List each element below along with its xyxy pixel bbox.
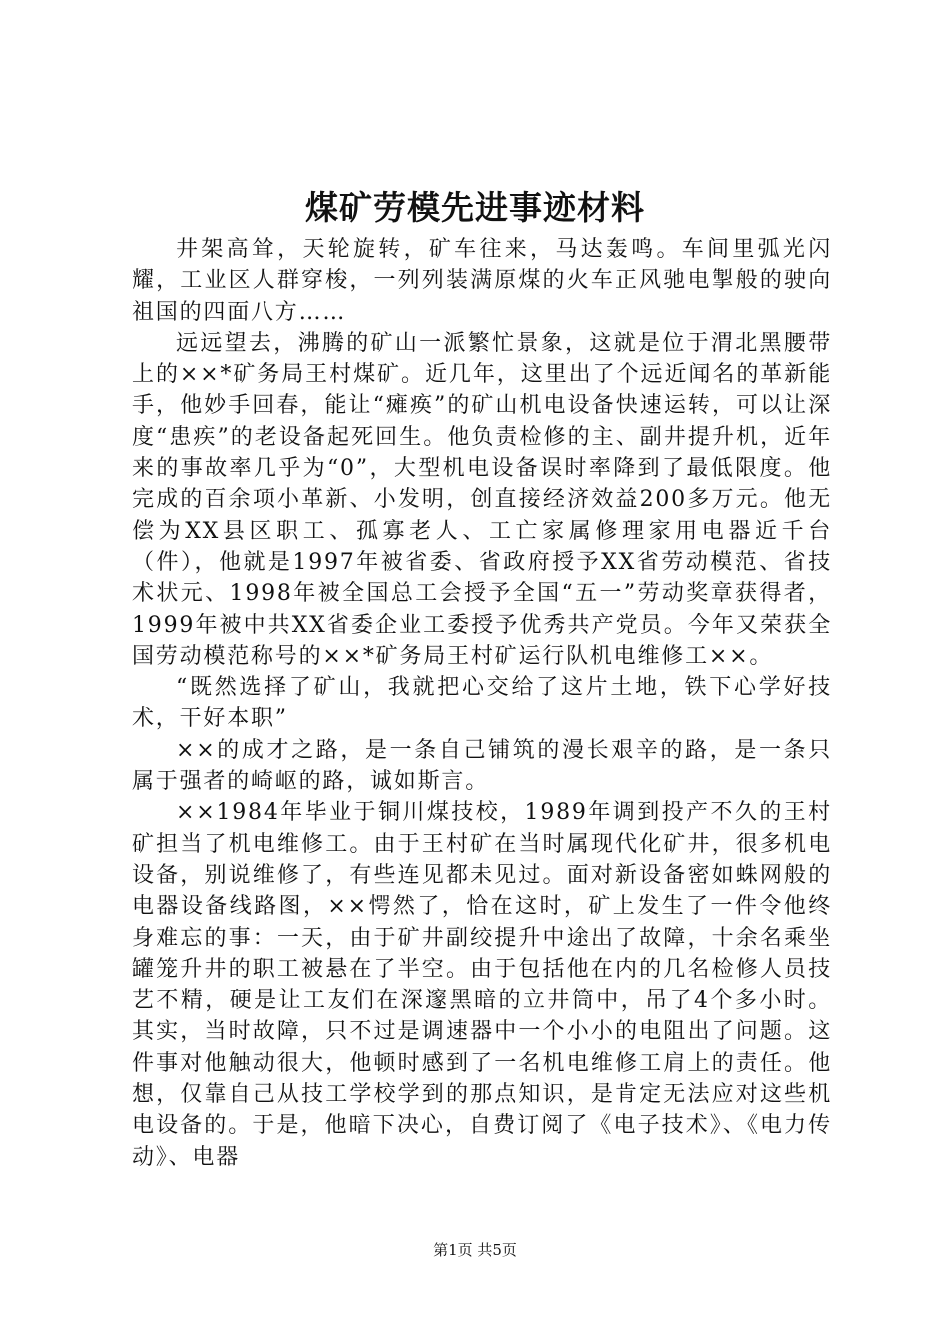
paragraph: ××1984年毕业于铜川煤技校，1989年调到投产不久的王村矿担当了机电维修工。由于王村矿在当时属现代化矿井，很多机电设备，别说维修了，有些连见都未见过。面对新设备密如蛛网般的电器设备线路图，××愕然了，恰在这时，矿上发生了一件令他终身难忘的事：一天，由于矿井副绞提升中途出了故障，十余名乘坐罐笼升井的职工被悬在了半空。由于包括他在内的几名检修人员技艺不精，硬是让工友们在深邃黑暗的立井筒中，吊了4个多小时。其实，当时故障，只不过是调速器中一个小小的电阻出了问题。这件事对他触动很大，他顿时感到了一名机电维修工肩上的责任。他想，仅靠自己从技工学校学到的那点知识，是肯定无法应对这些机电设备的。于是，他暗下决心，自费订阅了《电子技术》、《电力传动》、电器 bbox=[132, 800, 832, 1170]
document-body bbox=[132, 234, 832, 1173]
paragraph: 远远望去，沸腾的矿山一派繁忙景象，这就是位于渭北黑腰带上的××*矿务局王村煤矿。近几年，这里出了个远近闻名的革新能手，他妙手回春，能让“瘫痪”的矿山机电设备快速运转，可以让深度“患疾”的老设备起死回生。他负责检修的主、副井提升机，近年来的事故率几乎为“0”，大型机电设备误时率降到了最低限度。他完成的百余项小革新、小发明，创直接经济效益200多万元。他无偿为XX县区职工、孤寡老人、工亡家属修理家用电器近千台（件），他就是1997年被省委、省政府授予XX省劳动模范、省技术状元、1998年被全国总工会授予全国“五一”劳动奖章获得者，1999年被中共XX省委企业工委授予优秀共产党员。今年又荣获全国劳动模范称号的××*矿务局王村矿运行队机电维修工××。 bbox=[132, 330, 832, 669]
document-title: 煤矿劳模先进事迹材料 bbox=[305, 188, 645, 227]
paragraph: 井架高耸，天轮旋转，矿车往来，马达轰鸣。车间里弧光闪耀，工业区人群穿梭，一列列装满原煤的火车正风驰电掣般的驶向祖国的四面八方…… bbox=[132, 237, 832, 325]
paragraph: ××的成才之路，是一条自己铺筑的漫长艰辛的路，是一条只属于强者的崎岖的路，诚如斯言。 bbox=[132, 737, 832, 795]
page-footer: 第1页 共5页 bbox=[433, 1241, 517, 1259]
paragraph: “既然选择了矿山，我就把心交给了这片土地，铁下心学好技术，干好本职” bbox=[132, 675, 832, 732]
